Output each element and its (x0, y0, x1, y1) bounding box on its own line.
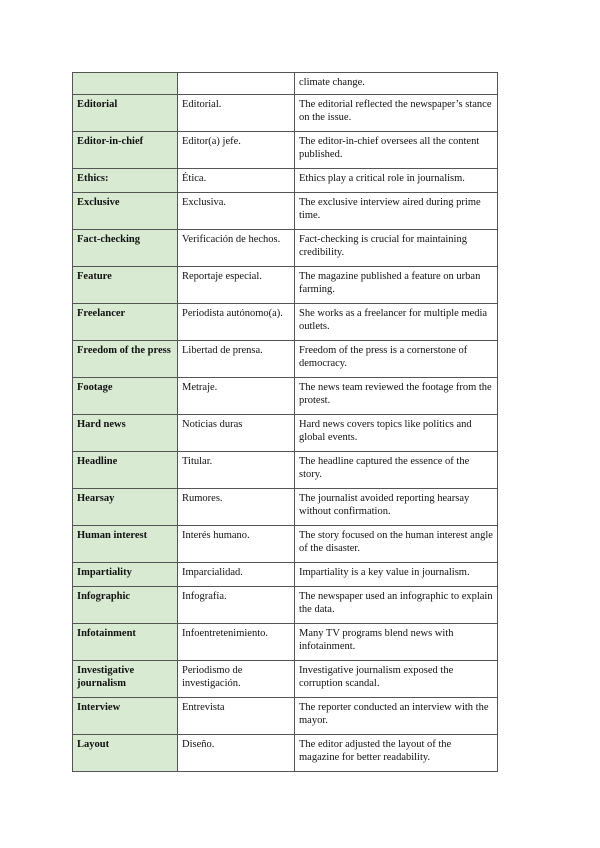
example-cell: The newspaper used an infographic to explain the data. (295, 587, 498, 624)
table-row (73, 624, 498, 661)
term-cell: Ethics: (73, 169, 178, 193)
term-cell: Headline (73, 452, 178, 489)
table-row (73, 378, 498, 415)
term-cell: Exclusive (73, 193, 178, 230)
example-cell: Many TV programs blend news with infotainment. (295, 624, 498, 661)
term-cell: Interview (73, 698, 178, 735)
spanish-cell: Periodista autónomo(a). (178, 304, 295, 341)
term-cell: Feature (73, 267, 178, 304)
example-cell: The exclusive interview aired during prime time. (295, 193, 498, 230)
spanish-cell: Infografía. (178, 587, 295, 624)
term-cell (73, 73, 178, 95)
spanish-cell: Verificación de hechos. (178, 230, 295, 267)
spanish-cell: Libertad de prensa. (178, 341, 295, 378)
table-row (73, 193, 498, 230)
term-cell: Editorial (73, 95, 178, 132)
table-row (73, 489, 498, 526)
example-cell: Impartiality is a key value in journalism. (295, 563, 498, 587)
term-cell: Human interest (73, 526, 178, 563)
example-cell: Investigative journalism exposed the corruption scandal. (295, 661, 498, 698)
term-cell: Layout (73, 735, 178, 772)
term-cell: Investigative journalism (73, 661, 178, 698)
table-row (73, 169, 498, 193)
table-row (73, 452, 498, 489)
example-cell: The magazine published a feature on urban farming. (295, 267, 498, 304)
spanish-cell: Infoentretenimiento. (178, 624, 295, 661)
example-cell: Fact-checking is crucial for maintaining credibility. (295, 230, 498, 267)
spanish-cell: Entrevista (178, 698, 295, 735)
spanish-cell: Diseño. (178, 735, 295, 772)
spanish-cell: Editor(a) jefe. (178, 132, 295, 169)
table-row (73, 415, 498, 452)
example-cell: The headline captured the essence of the story. (295, 452, 498, 489)
term-cell: Impartiality (73, 563, 178, 587)
journalism-glossary-table (72, 72, 498, 772)
term-cell: Editor-in-chief (73, 132, 178, 169)
example-cell: The news team reviewed the footage from the protest. (295, 378, 498, 415)
table-row (73, 304, 498, 341)
example-cell: The story focused on the human interest angle of the disaster. (295, 526, 498, 563)
spanish-cell: Imparcialidad. (178, 563, 295, 587)
table-row (73, 267, 498, 304)
term-cell: Infotainment (73, 624, 178, 661)
table-row (73, 95, 498, 132)
example-cell: The editor-in-chief oversees all the content published. (295, 132, 498, 169)
table-row (73, 698, 498, 735)
term-cell: Hearsay (73, 489, 178, 526)
term-cell: Hard news (73, 415, 178, 452)
table-row (73, 735, 498, 772)
example-cell: Ethics play a critical role in journalism. (295, 169, 498, 193)
table-row (73, 526, 498, 563)
spanish-cell: Titular. (178, 452, 295, 489)
spanish-cell: Interés humano. (178, 526, 295, 563)
table-row (73, 132, 498, 169)
spanish-cell: Editorial. (178, 95, 295, 132)
spanish-cell: Periodismo de investigación. (178, 661, 295, 698)
example-cell: Hard news covers topics like politics and global events. (295, 415, 498, 452)
table-row (73, 341, 498, 378)
spanish-cell: Exclusiva. (178, 193, 295, 230)
term-cell: Fact-checking (73, 230, 178, 267)
example-cell: The journalist avoided reporting hearsay without confirmation. (295, 489, 498, 526)
spanish-cell: Rumores. (178, 489, 295, 526)
table-row (73, 73, 498, 95)
example-cell: Freedom of the press is a cornerstone of democracy. (295, 341, 498, 378)
example-cell: The reporter conducted an interview with the mayor. (295, 698, 498, 735)
term-cell: Infographic (73, 587, 178, 624)
term-cell: Freelancer (73, 304, 178, 341)
table-row (73, 661, 498, 698)
term-cell: Freedom of the press (73, 341, 178, 378)
term-cell: Footage (73, 378, 178, 415)
example-cell: She works as a freelancer for multiple media outlets. (295, 304, 498, 341)
example-cell: The editorial reflected the newspaper’s stance on the issue. (295, 95, 498, 132)
spanish-cell: Metraje. (178, 378, 295, 415)
example-cell: climate change. (295, 73, 498, 95)
spanish-cell: Ética. (178, 169, 295, 193)
table-row (73, 230, 498, 267)
table-row (73, 563, 498, 587)
spanish-cell: Noticias duras (178, 415, 295, 452)
example-cell: The editor adjusted the layout of the magazine for better readability. (295, 735, 498, 772)
table-row (73, 587, 498, 624)
spanish-cell (178, 73, 295, 95)
spanish-cell: Reportaje especial. (178, 267, 295, 304)
